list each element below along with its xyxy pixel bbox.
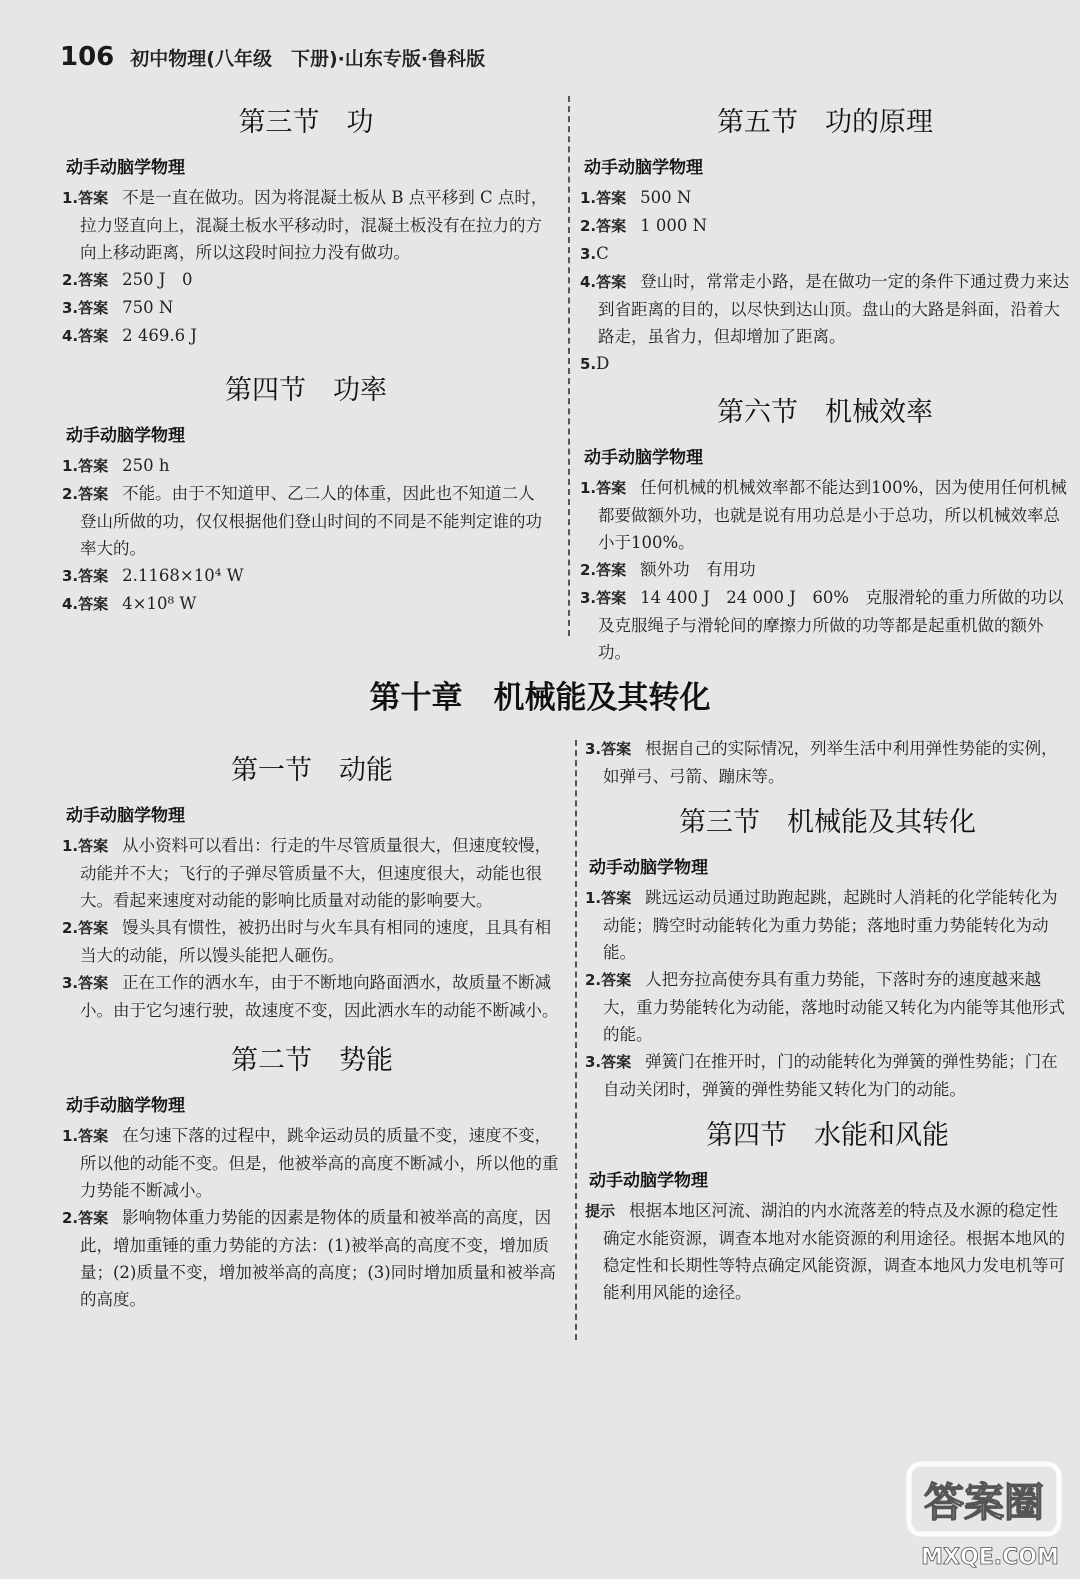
answer-text: 弹簧门在推开时，门的动能转化为弹簧的弹性势能；门在自动关闭时，弹簧的弹性势能又转化为门的动能。 — [603, 1052, 1058, 1099]
item-number: 3. — [62, 299, 79, 317]
answer-text: C — [596, 244, 609, 263]
column-bottom-right — [585, 735, 1070, 1306]
column-top-right — [580, 92, 1070, 666]
answer-label: 答案 — [596, 589, 627, 607]
page-header — [60, 42, 485, 82]
section-title: 第三节 机械能及其转化 — [679, 807, 976, 838]
column-top-left — [62, 92, 550, 618]
answer-label: 答案 — [78, 189, 109, 207]
answer-label: 答案 — [596, 561, 627, 579]
answer-list — [580, 474, 1070, 666]
watermark-logo-text: 答案圈 — [924, 1480, 1044, 1526]
item-number: 1. — [62, 457, 79, 475]
item-number: 1. — [585, 889, 602, 907]
answer-label: 答案 — [78, 327, 109, 345]
answer-list — [585, 735, 1070, 790]
answer-text: 不是一直在做功。因为将混凝土板从 B 点平移到 C 点时，拉力竖直向上，混凝土板水平移动时，混凝土板没有在拉力的方向上移动距离，所以这段时间拉力没有做功。 — [80, 188, 548, 262]
answer-text: 500 N — [640, 188, 692, 207]
answer-label: 答案 — [78, 974, 109, 992]
answer-label: 答案 — [78, 919, 109, 937]
answer-list — [62, 184, 550, 350]
subheading: 动手动脑学物理 — [66, 806, 185, 826]
watermark-domain: MXQE.COM — [921, 1545, 1059, 1570]
answer-item — [580, 474, 1070, 556]
answer-text: 根据本地区河流、湖泊的内水流落差的特点及水源的稳定性确定水能资源，调查本地对水能资源的利用途径。根据本地风的稳定性和长期性等特点确定风能资源，调查本地风力发电机等可能利用风能的途径。 — [603, 1201, 1065, 1302]
answer-text: 人把夯拉高使夯具有重力势能，下落时夯的速度越来越大，重力势能转化为动能，落地时动能又转化为内能等其他形式的能。 — [603, 970, 1065, 1044]
subheading: 动手动脑学物理 — [66, 1096, 185, 1116]
answer-list — [585, 884, 1070, 1103]
answer-item — [585, 1197, 1070, 1306]
item-number: 2. — [580, 561, 597, 579]
answer-label: 答案 — [78, 567, 109, 585]
answer-text: 影响物体重力势能的因素是物体的质量和被举高的高度，因此，增加重锤的重力势能的方法：(1)被举高的高度不变，增加质量；(2)质量不变，增加被举高的高度；(3)同时增加质量和被举高的高度。 — [80, 1208, 556, 1309]
answer-item — [62, 590, 550, 618]
subheading: 动手动脑学物理 — [66, 426, 185, 446]
answer-list — [62, 452, 550, 618]
answer-item — [585, 966, 1070, 1048]
answer-list — [580, 184, 1070, 378]
answer-label: 答案 — [78, 457, 109, 475]
item-number: 5. — [580, 355, 597, 373]
answer-label: 答案 — [78, 299, 109, 317]
answer-item — [62, 1204, 562, 1313]
item-number: 3. — [580, 245, 597, 263]
answer-item — [585, 1048, 1070, 1103]
answer-list — [62, 832, 562, 1024]
item-number: 2. — [62, 271, 79, 289]
answer-item — [62, 266, 550, 294]
answer-item — [62, 452, 550, 480]
answer-label: 答案 — [78, 1127, 109, 1145]
answer-item — [580, 350, 1070, 378]
answer-text: 2 469.6 J — [122, 326, 197, 345]
item-number: 2. — [585, 971, 602, 989]
answer-label: 答案 — [601, 971, 632, 989]
watermark-logo — [905, 1460, 1075, 1575]
answer-label: 答案 — [78, 837, 109, 855]
section-title: 第二节 势能 — [231, 1045, 393, 1076]
column-bottom-left — [62, 740, 562, 1313]
section-title: 第一节 动能 — [231, 755, 393, 786]
answer-label: 答案 — [596, 189, 627, 207]
answer-text: 跳远运动员通过助跑起跳，起跳时人消耗的化学能转化为动能；腾空时动能转化为重力势能；落地时重力势能转化为动能。 — [603, 888, 1058, 962]
answer-item — [62, 969, 562, 1024]
answer-item — [580, 184, 1070, 212]
item-number: 1. — [62, 837, 79, 855]
item-number: 4. — [62, 327, 79, 345]
answer-label: 答案 — [78, 271, 109, 289]
answer-text: 登山时，常常走小路，是在做功一定的条件下通过费力来达到省距离的目的，以尽快到达山顶。盘山的大路是斜面，沿着大路走，虽省力，但却增加了距离。 — [598, 272, 1070, 346]
section-title: 第六节 机械效率 — [717, 397, 933, 428]
answer-item — [62, 480, 550, 562]
item-number: 1. — [62, 189, 79, 207]
answer-label: 答案 — [601, 740, 632, 758]
page-number: 106 — [60, 42, 115, 72]
subheading: 动手动脑学物理 — [589, 858, 708, 878]
item-number: 3. — [580, 589, 597, 607]
item-number: 3. — [585, 1053, 602, 1071]
item-number: 1. — [580, 479, 597, 497]
subheading: 动手动脑学物理 — [584, 448, 703, 468]
answer-text: D — [596, 354, 610, 373]
answer-item — [580, 584, 1070, 666]
answer-list — [62, 1122, 562, 1313]
chapter-title: 第十章 机械能及其转化 — [369, 680, 711, 716]
answer-item — [62, 1122, 562, 1204]
subheading: 动手动脑学物理 — [589, 1171, 708, 1191]
item-number: 1. — [62, 1127, 79, 1145]
answer-text: 250 h — [122, 456, 170, 475]
answer-label: 答案 — [78, 1209, 109, 1227]
answer-text: 250 J 0 — [122, 270, 193, 289]
answer-text: 不能。由于不知道甲、乙二人的体重，因此也不知道二人登山所做的功，仅仅根据他们登山时间的不同是不能判定谁的功率大的。 — [80, 484, 542, 558]
item-number: 3. — [62, 567, 79, 585]
answer-item — [62, 832, 562, 914]
answer-text: 750 N — [122, 298, 174, 317]
answer-item — [62, 322, 550, 350]
answer-label: 提示 — [585, 1202, 616, 1220]
subheading: 动手动脑学物理 — [584, 158, 703, 178]
answer-label: 答案 — [596, 479, 627, 497]
item-number: 2. — [62, 1209, 79, 1227]
item-number: 2. — [580, 217, 597, 235]
answer-text: 4×10⁸ W — [122, 594, 197, 613]
answer-text: 馒头具有惯性，被扔出时与火车具有相同的速度，且具有相当大的动能，所以馒头能把人砸伤。 — [80, 918, 552, 965]
answer-item — [62, 184, 550, 266]
answer-label: 答案 — [78, 595, 109, 613]
column-divider — [575, 740, 577, 1340]
item-number: 4. — [580, 273, 597, 291]
answer-label: 答案 — [596, 273, 627, 291]
answer-item — [585, 884, 1070, 966]
answer-item — [62, 914, 562, 969]
section-title: 第五节 功的原理 — [717, 107, 933, 138]
answer-text: 正在工作的洒水车，由于不断地向路面洒水，故质量不断减小。由于它匀速行驶，故速度不变，因此洒水车的动能不断减小。 — [80, 973, 559, 1020]
answer-label: 答案 — [78, 485, 109, 503]
answer-text: 根据自己的实际情况，列举生活中利用弹性势能的实例，如弹弓、弓箭、蹦床等。 — [603, 739, 1058, 786]
answer-label: 答案 — [601, 889, 632, 907]
item-number: 2. — [62, 919, 79, 937]
answer-text: 从小资料可以看出：行走的牛尽管质量很大，但速度较慢，动能并不大；飞行的子弹尽管质量不大，但速度很大，动能也很大。看起来速度对动能的影响比质量对动能的影响要大。 — [80, 836, 552, 910]
book-title: 初中物理(八年级 下册)·山东专版·鲁科版 — [130, 48, 486, 70]
answer-item — [62, 562, 550, 590]
section-title: 第三节 功 — [238, 107, 374, 138]
item-number: 2. — [62, 485, 79, 503]
section-title: 第四节 功率 — [225, 375, 387, 406]
item-number: 3. — [62, 974, 79, 992]
subheading: 动手动脑学物理 — [66, 158, 185, 178]
answer-item — [580, 268, 1070, 350]
item-number: 4. — [62, 595, 79, 613]
answer-text: 在匀速下落的过程中，跳伞运动员的质量不变，速度不变，所以他的动能不变。但是，他被举高的高度不断减小，所以他的重力势能不断减小。 — [80, 1126, 559, 1200]
answer-text: 2.1168×10⁴ W — [122, 566, 244, 585]
item-number: 3. — [585, 740, 602, 758]
answer-item — [585, 735, 1070, 790]
watermark-icon — [905, 1460, 1075, 1575]
section-title: 第四节 水能和风能 — [706, 1120, 949, 1151]
answer-item — [580, 212, 1070, 240]
answer-text: 任何机械的机械效率都不能达到100%，因为使用任何机械都要做额外功，也就是说有用功总是小于总功，所以机械效率总小于100%。 — [598, 478, 1067, 552]
answer-label: 答案 — [601, 1053, 632, 1071]
answer-text: 14 400 J 24 000 J 60% 克服滑轮的重力所做的功以及克服绳子与滑轮间的摩擦力所做的功等都是起重机做的额外功。 — [598, 588, 1064, 662]
column-divider — [568, 96, 570, 636]
item-number: 1. — [580, 189, 597, 207]
answer-item — [580, 556, 1070, 584]
answer-item — [62, 294, 550, 322]
answer-text: 1 000 N — [640, 216, 708, 235]
answer-list — [585, 1197, 1070, 1306]
answer-label: 答案 — [596, 217, 627, 235]
answer-text: 额外功 有用功 — [640, 560, 756, 579]
answer-item — [580, 240, 1070, 268]
